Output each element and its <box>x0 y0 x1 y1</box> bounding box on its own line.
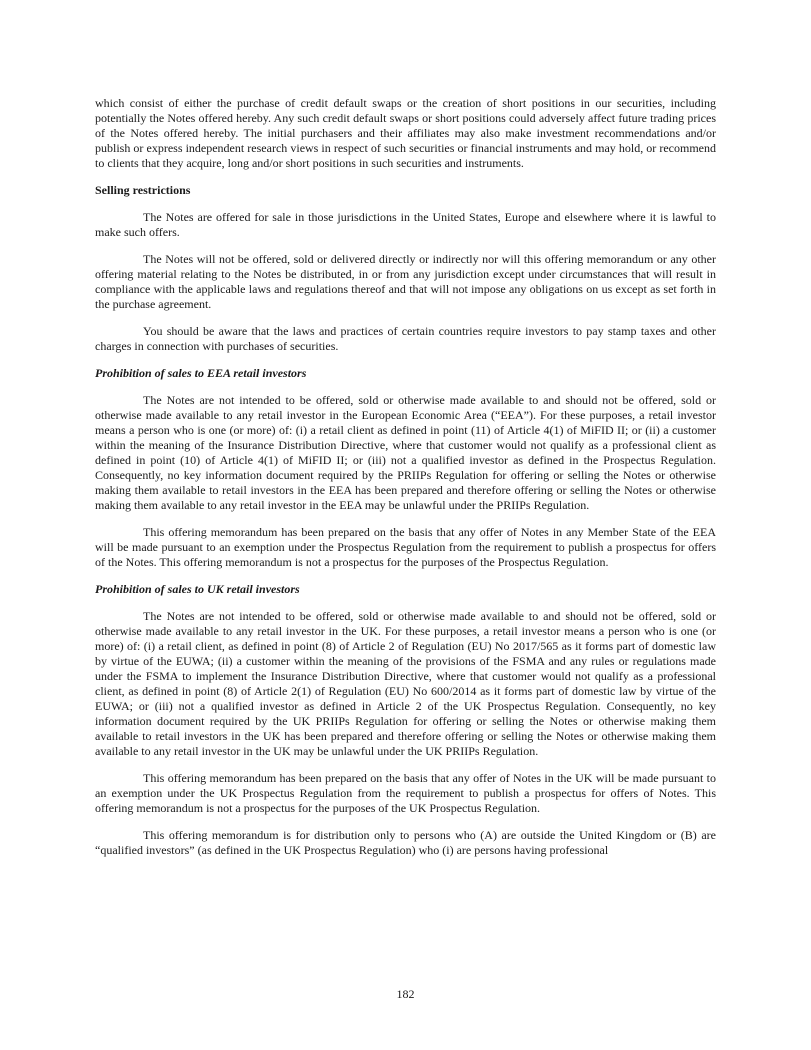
uk-paragraph-2: This offering memorandum has been prepared on the basis that any offer of Notes in the UK will be made pursuant to an exemption under the UK Prospectus Regulation from the requirement to publish a prospectus for offers of Notes. This offering memorandum is not a prospectus for the purposes of the UK Prospectus Regulation. <box>95 771 716 815</box>
selling-restrictions-heading: Selling restrictions <box>95 183 191 197</box>
eea-heading: Prohibition of sales to EEA retail investors <box>95 366 307 380</box>
selling-restrictions-paragraph-3: You should be aware that the laws and practices of certain countries require investors to pay stamp taxes and other charges in connection with purchases of securities. <box>95 324 716 353</box>
eea-paragraph-2: This offering memorandum has been prepared on the basis that any offer of Notes in any Member State of the EEA will be made pursuant to an exemption under the Prospectus Regulation from the requirement to publish a prospectus for offers of the Notes. This offering memorandum is not a prospectus for the purposes of the Prospectus Regulation. <box>95 525 716 569</box>
page-number: 182 <box>396 987 415 1001</box>
uk-paragraph-3: This offering memorandum is for distribution only to persons who (A) are outside the United Kingdom or (B) are “qualified investors” (as defined in the UK Prospectus Regulation) who (i) are persons having professional <box>95 828 716 857</box>
selling-restrictions-paragraph-2: The Notes will not be offered, sold or delivered directly or indirectly nor will this offering memorandum or any other offering material relating to the Notes be distributed, in or from any jurisdiction except under circumstances that will result in compliance with the applicable laws and regulations thereof and that will not impose any obligations on us except as set forth in the purchase agreement. <box>95 252 716 311</box>
page-content <box>95 96 716 870</box>
uk-heading: Prohibition of sales to UK retail investors <box>95 582 300 596</box>
continuation-paragraph: which consist of either the purchase of credit default swaps or the creation of short positions in our securities, including potentially the Notes offered hereby. Any such credit default swaps or short positions could adversely affect future trading prices of the Notes offered hereby. The initial purchasers and their affiliates may also make investment recommendations and/or publish or express independent research views in respect of such securities or financial instruments and may hold, or recommend to clients that they acquire, long and/or short positions in such securities and instruments. <box>95 96 716 170</box>
eea-paragraph-1: The Notes are not intended to be offered, sold or otherwise made available to and should not be offered, sold or otherwise made available to any retail investor in the European Economic Area (“EEA”). For these purposes, a retail investor means a person who is one (or more) of: (i) a retail client as defined in point (11) of Article 4(1) of MiFID II; or (ii) a customer within the meaning of the Insurance Distribution Directive, where that customer would not qualify as a professional client as defined in point (10) of Article 4(1) of MiFID II; or (iii) not a qualified investor as defined in the Prospectus Regulation. Consequently, no key information document required by the PRIIPs Regulation for offering or selling the Notes or otherwise making them available to retail investors in the EEA has been prepared and therefore offering or selling the Notes or otherwise making them available to any retail investor in the EEA may be unlawful under the PRIIPs Regulation. <box>95 393 716 512</box>
selling-restrictions-paragraph-1: The Notes are offered for sale in those jurisdictions in the United States, Europe and elsewhere where it is lawful to make such offers. <box>95 210 716 239</box>
uk-paragraph-1: The Notes are not intended to be offered, sold or otherwise made available to and should not be offered, sold or otherwise made available to any retail investor in the UK. For these purposes, a retail investor means a person who is one (or more) of: (i) a retail client, as defined in point (8) of Article 2 of Regulation (EU) No 2017/565 as it forms part of domestic law by virtue of the EUWA; (ii) a customer within the meaning of the provisions of the FSMA and any rules or regulations made under the FSMA to implement the Insurance Distribution Directive, where that customer would not qualify as a professional client, as defined in point (8) of Article 2(1) of Regulation (EU) No 600/2014 as it forms part of domestic law by virtue of the EUWA; or (iii) not a qualified investor as defined in Article 2 of the UK Prospectus Regulation. Consequently, no key information document required by the UK PRIIPs Regulation for offering or selling the Notes or otherwise making them available to retail investors in the UK has been prepared and therefore offering or selling the Notes or otherwise making them available to any retail investor in the UK may be unlawful under the UK PRIIPs Regulation. <box>95 609 716 758</box>
